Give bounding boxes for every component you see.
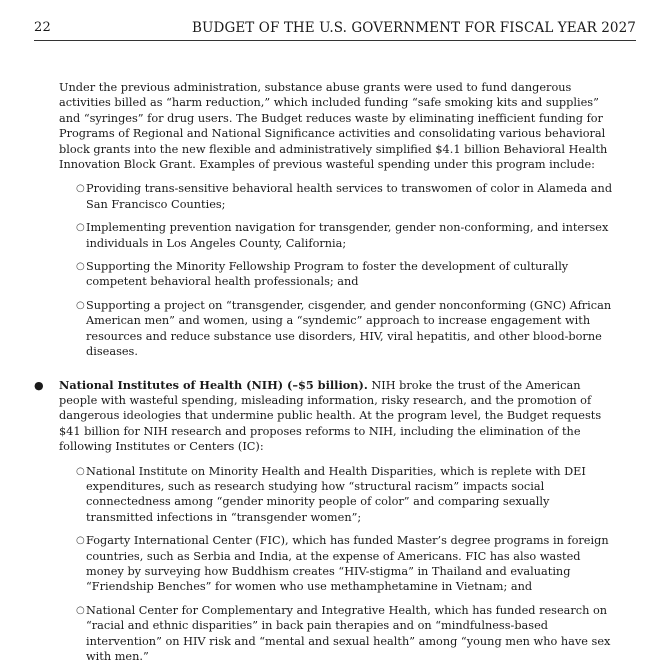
bullet-icon: ●	[34, 378, 44, 393]
nih-paragraph	[59, 378, 614, 455]
nih-section	[59, 378, 614, 664]
page-header	[0, 0, 652, 44]
list-item	[59, 259, 614, 290]
samhsa-examples-list	[59, 181, 614, 359]
circle-bullet-icon: ○	[76, 464, 85, 479]
nih-ic-list	[59, 464, 614, 664]
circle-bullet-icon: ○	[76, 603, 85, 618]
nih-heading: National Institutes of Health (NIH) (–$5 billion).	[59, 378, 368, 392]
list-item	[59, 298, 614, 360]
circle-bullet-icon: ○	[76, 220, 85, 235]
circle-bullet-icon: ○	[76, 298, 85, 313]
circle-bullet-icon: ○	[76, 533, 85, 548]
list-item-text: Implementing prevention navigation for transgender, gender non-conforming, and intersex individuals in Los Angeles County, California;	[86, 221, 608, 249]
list-item-text: Supporting a project on “transgender, cisgender, and gender nonconforming (GNC) African American men” and women, using a “syndemic” approach to increase engagement with resources and reduce substance use disorders, HIV, viral hepatitis, and other blood-borne diseases.	[86, 299, 611, 358]
list-item	[59, 464, 614, 526]
list-item	[59, 181, 614, 212]
document-body	[59, 80, 614, 664]
page-number: 22	[34, 20, 51, 35]
intro-paragraph: Under the previous administration, substance abuse grants were used to fund dangerous activities billed as “harm reduction,” which included funding “safe smoking kits and supplies” and “syringes” for drug users. The Budget reduces waste by eliminating inefficient funding for Programs of Regional and National Significance activities and consolidating various behavioral block grants into the new flexible and administratively simplified $4.1 billion Behavioral Health Innovation Block Grant. Examples of previous wasteful spending under this program include:	[59, 80, 614, 172]
list-item-text: National Institute on Minority Health and Health Disparities, which is replete with DEI expenditures, such as research studying how “structural racism” impacts social connectedness among “gender minority people of color” and comparing sexually transmitted infections in “transgender women”;	[86, 465, 586, 524]
list-item-text: Fogarty International Center (FIC), which has funded Master’s degree programs in foreign countries, such as Serbia and India, at the expense of Americans. FIC has also wasted money by surveying how Buddhism creates “HIV-stigma” in Thailand and evaluating “Friendship Benches” for women who use methamphetamine in Vietnam; and	[86, 534, 609, 593]
list-item	[59, 533, 614, 595]
list-item-text: Providing trans-sensitive behavioral health services to transwomen of color in Alameda and San Francisco Counties;	[86, 182, 612, 210]
list-item-text: Supporting the Minority Fellowship Program to foster the development of culturally competent behavioral health professionals; and	[86, 260, 568, 288]
header-rule	[34, 40, 636, 41]
list-item	[59, 220, 614, 251]
list-item-text: National Center for Complementary and Integrative Health, which has funded research on “racial and ethnic disparities” in back pain therapies and on “mindfulness-based intervention” on HIV risk and “mental and sexual health” among “young men who have sex with men.”	[86, 604, 610, 663]
nih-text: NIH broke the trust of the American people with wasteful spending, misleading information, risky research, and the promotion of dangerous ideologies that undermine public health. At the program level, the Budget requests $41 billion for NIH research and proposes reforms to NIH, including the elimination of the following Institutes or Centers (IC):	[59, 379, 601, 454]
list-item	[59, 603, 614, 664]
circle-bullet-icon: ○	[76, 259, 85, 274]
circle-bullet-icon: ○	[76, 181, 85, 196]
running-title: BUDGET OF THE U.S. GOVERNMENT FOR FISCAL YEAR 2027	[192, 20, 636, 36]
